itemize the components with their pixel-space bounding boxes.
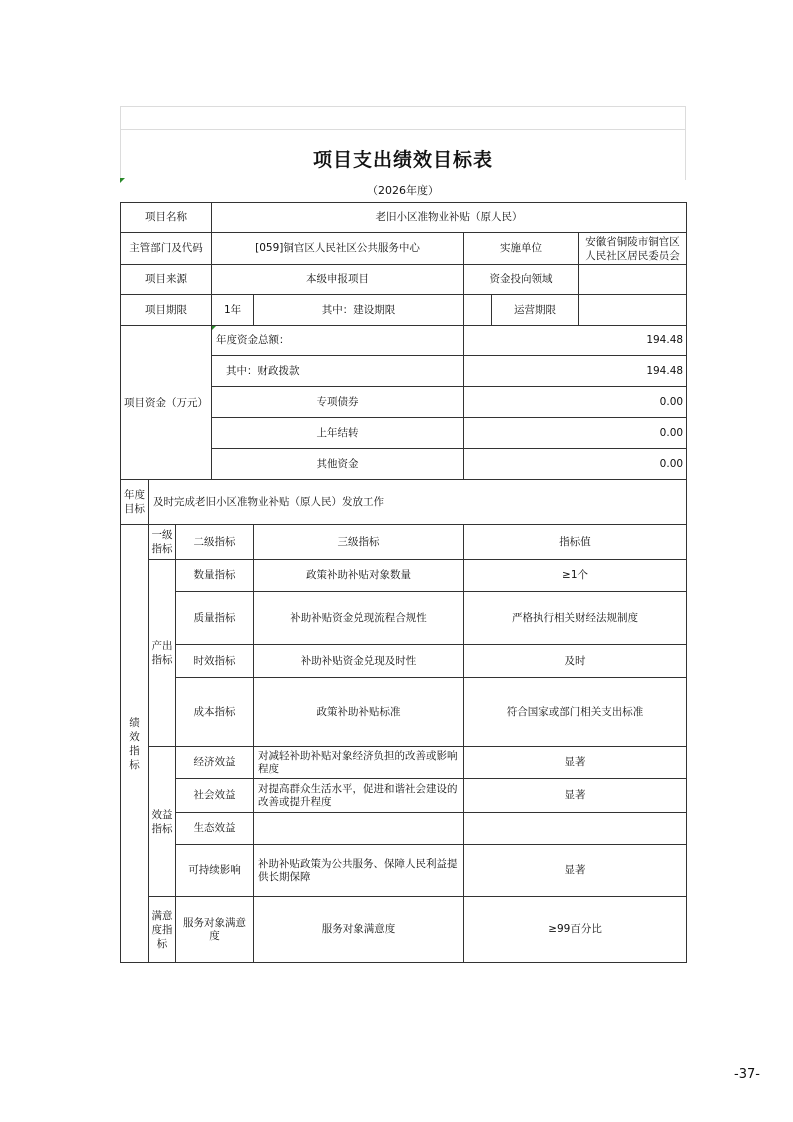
fund-value: 0.00 (464, 449, 687, 480)
indicator-level3: 补助补贴资金兑现及时性 (254, 645, 464, 678)
row-dept (121, 233, 687, 265)
value-impl-unit: 安徽省铜陵市铜官区人民社区居民委员会 (579, 233, 687, 265)
indicator-level2: 经济效益 (176, 747, 254, 779)
indicator-value (464, 813, 687, 845)
label-annual-goal: 年度目标 (121, 480, 149, 525)
header-level1: 一级指标 (149, 525, 176, 560)
indicator-level2: 生态效益 (176, 813, 254, 845)
indicator-level3 (254, 813, 464, 845)
fund-value: 0.00 (464, 387, 687, 418)
value-period: 1年 (212, 295, 254, 326)
indicator-value: 及时 (464, 645, 687, 678)
header-value: 指标值 (464, 525, 687, 560)
label-period: 项目期限 (121, 295, 212, 326)
indicator-level3: 服务对象满意度 (254, 897, 464, 963)
indicator-level2: 服务对象满意度 (176, 897, 254, 963)
label-perf-indicators: 绩效指标 (121, 525, 149, 963)
title-band (120, 106, 686, 180)
indicator-level2: 质量指标 (176, 592, 254, 645)
indicator-level3: 补助补贴政策为公共服务、保障人民利益提供长期保障 (254, 845, 464, 897)
row-project-name (121, 203, 687, 233)
goal-table (120, 202, 687, 963)
fund-value: 194.48 (464, 356, 687, 387)
indicator-level3: 政策补助补贴对象数量 (254, 560, 464, 592)
label-funds: 项目资金（万元） (121, 326, 212, 480)
value-source: 本级申报项目 (212, 265, 464, 295)
group-output: 产出指标 (149, 560, 176, 747)
value-annual-goal: 及时完成老旧小区准物业补贴（原人民）发放工作 (149, 480, 687, 525)
indicator-level2: 社会效益 (176, 779, 254, 813)
group-satisfaction: 满意度指标 (149, 897, 176, 963)
header-level2: 二级指标 (176, 525, 254, 560)
indicator-row (121, 560, 687, 592)
indicator-value: ≥99百分比 (464, 897, 687, 963)
value-dept: [059]铜官区人民社区公共服务中心 (212, 233, 464, 265)
indicator-row (121, 897, 687, 963)
indicator-level3: 补助补贴资金兑现流程合规性 (254, 592, 464, 645)
label-operating: 运营期限 (492, 295, 579, 326)
performance-goal-sheet (120, 106, 686, 958)
fund-label: 专项债券 (212, 387, 464, 418)
indicator-row (121, 747, 687, 779)
indicator-level3: 对减轻补助补贴对象经济负担的改善或影响程度 (254, 747, 464, 779)
fund-label: 年度资金总额： (212, 326, 464, 356)
page-title: 项目支出绩效目标表 (312, 149, 493, 171)
indicator-level2: 数量指标 (176, 560, 254, 592)
header-level3: 三级指标 (254, 525, 464, 560)
group-benefit: 效益指标 (149, 747, 176, 897)
row-annual-goal (121, 480, 687, 525)
fund-label: 其中：财政拨款 (212, 356, 464, 387)
fiscal-year: （2026年度） (367, 184, 439, 197)
indicator-level2: 可持续影响 (176, 845, 254, 897)
indicator-value: 显著 (464, 747, 687, 779)
row-indicator-header (121, 525, 687, 560)
cell-marker-icon (212, 326, 216, 330)
row-fund-total (121, 326, 687, 356)
indicator-level3: 政策补助补贴标准 (254, 678, 464, 747)
fund-value: 194.48 (464, 326, 687, 356)
value-operating (579, 295, 687, 326)
indicator-value: 显著 (464, 779, 687, 813)
row-period (121, 295, 687, 326)
indicator-row (121, 845, 687, 897)
label-dept: 主管部门及代码 (121, 233, 212, 265)
label-source: 项目来源 (121, 265, 212, 295)
row-source (121, 265, 687, 295)
indicator-level2: 成本指标 (176, 678, 254, 747)
indicator-level2: 时效指标 (176, 645, 254, 678)
indicator-row (121, 678, 687, 747)
value-build-period (464, 295, 492, 326)
fund-label: 其他资金 (212, 449, 464, 480)
page-number: -37- (734, 1067, 760, 1082)
fund-value: 0.00 (464, 418, 687, 449)
indicator-level3: 对提高群众生活水平，促进和谐社会建设的改善或提升程度 (254, 779, 464, 813)
top-gridline (121, 129, 685, 130)
indicator-value: 严格执行相关财经法规制度 (464, 592, 687, 645)
value-project-name: 老旧小区准物业补贴（原人民） (212, 203, 687, 233)
label-project-name: 项目名称 (121, 203, 212, 233)
label-impl-unit: 实施单位 (464, 233, 579, 265)
indicator-row (121, 645, 687, 678)
label-invest-field: 资金投向领域 (464, 265, 579, 295)
indicator-value: ≥1个 (464, 560, 687, 592)
label-build-period: 其中：建设期限 (254, 295, 464, 326)
indicator-value: 显著 (464, 845, 687, 897)
indicator-value: 符合国家或部门相关支出标准 (464, 678, 687, 747)
indicator-row (121, 779, 687, 813)
indicator-row (121, 592, 687, 645)
value-invest-field (579, 265, 687, 295)
fund-label: 上年结转 (212, 418, 464, 449)
indicator-row (121, 813, 687, 845)
